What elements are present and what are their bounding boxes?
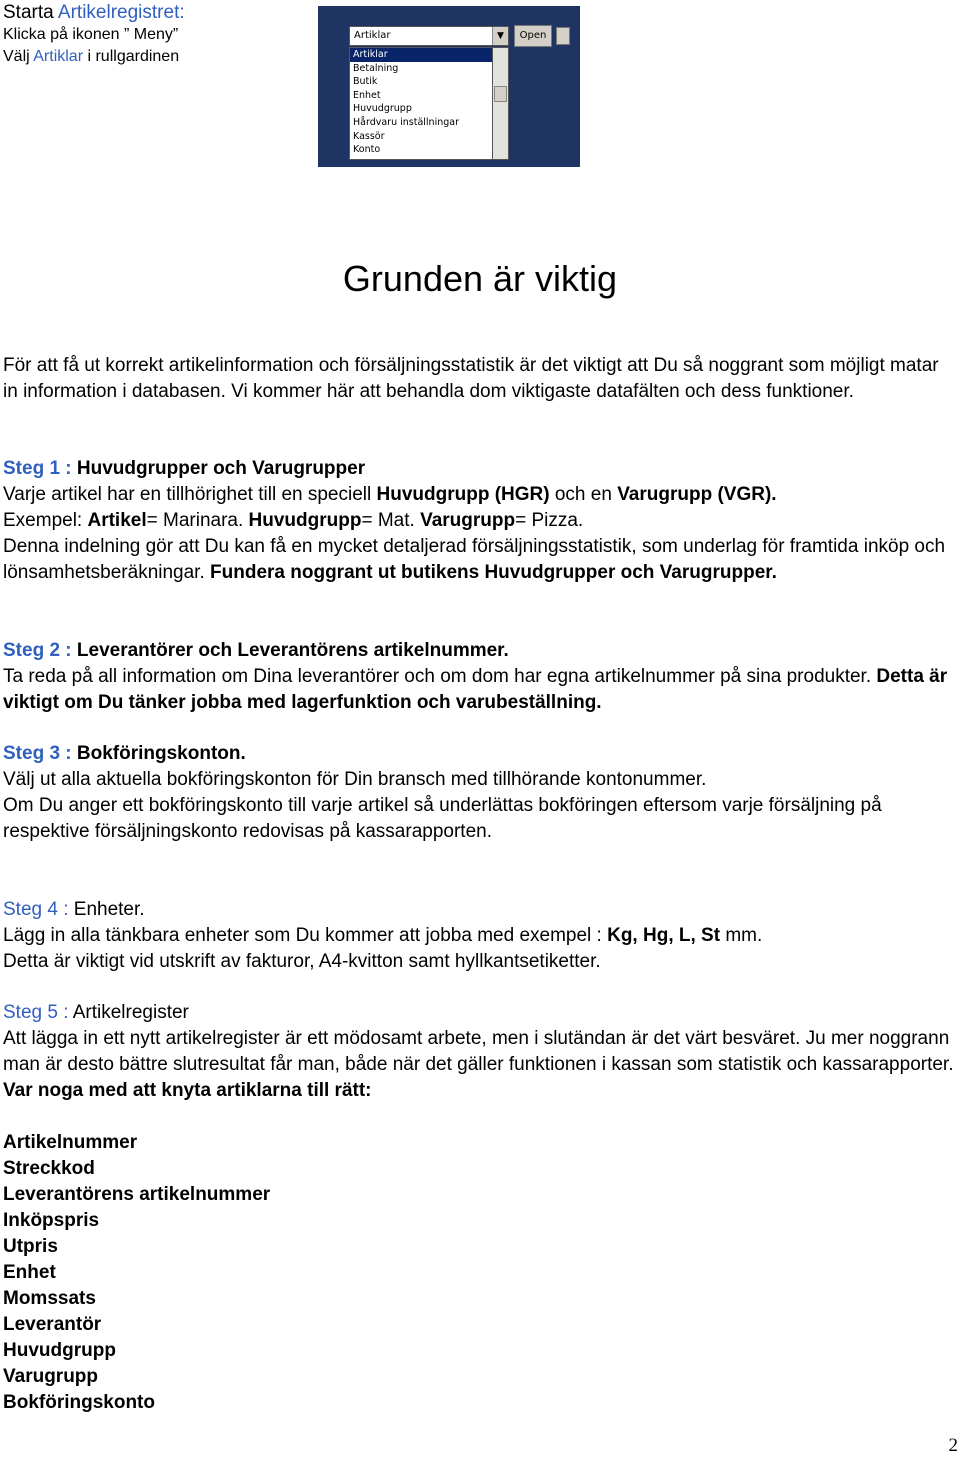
dropdown-item[interactable]: Konto [353,144,381,156]
field-list-item: Leverantörens artikelnummer [3,1184,271,1205]
intro-paragraph: För att få ut korrekt artikelinformation och försäljningsstatistik är det viktigt att Du så noggrant som möjligt matar in information i databasen. Vi kommer här att behandla dom viktigaste datafälten och dess funktioner. [3,355,939,402]
dropdown-item[interactable]: Betalning [353,62,399,74]
dropdown-scrollbar[interactable] [493,47,509,160]
field-list-item: Streckkod [3,1158,95,1179]
field-list-item: Artikelnummer [3,1132,138,1153]
field-list-item: Utpris [3,1236,58,1257]
menu-combo-box[interactable]: Artiklar ▼ [349,26,509,46]
field-list-item: Huvudgrupp [3,1340,116,1361]
page-title: Grunden är viktig [342,258,618,299]
intro-line-2: Klicka på ikonen ” Meny” [3,26,179,43]
intro-line-1: Starta Artikelregistret: [3,2,185,23]
steg-1-heading: Steg 1 : Huvudgrupper och Varugrupper [3,458,366,479]
steg-1-section: Steg 1 : Huvudgrupper och Varugrupper Varje artikel har en tillhörighet till en speciell Huvudgrupp (HGR) och en Varugrupp (VGR). Exempel: Artikel= Marinara. Huvudgrupp= Mat. Varugrupp= Pizza. Denna indelning gör att Du kan få en mycket detaljerad försäljningsstatistik, som underlag för framtida inköp och lönsamhetsberäkningar. Fundera noggrant ut butikens Huvudgrupper och Varugrupper. [3,456,958,586]
intro-block [3,2,185,68]
chevron-down-icon[interactable]: ▼ [492,27,508,45]
dropdown-item[interactable]: Butik [353,76,378,88]
steg-5-heading: Steg 5 : Artikelregister [3,1002,189,1023]
steg-2-section: Steg 2 : Leverantörer och Leverantörens artikelnummer. Ta reda på all information om Dina leverantörer och om dom har egna artikelnummer på sina produkter. Detta är viktigt om Du tänker jobba med lagerfunktion och varubeställning. [3,638,958,716]
steg-4-heading: Steg 4 : Enheter. [3,899,145,920]
menu-dropdown-list [349,47,493,160]
dropdown-item[interactable]: Kassör [353,130,385,142]
dropdown-item[interactable]: Enhet [353,89,381,101]
steg-5-section: Steg 5 : Artikelregister Att lägga in ett nytt artikelregister är ett mödosamt arbete, men i slutändan är det värt besväret. Ju mer noggrann man är desto bättre slutresultat får man, både när det gäller funktionen i kassan som statistik och kassarapporter. Var noga med att knyta artiklarna till rätt: [3,1000,958,1104]
field-list-item: Varugrupp [3,1366,99,1387]
field-list-item: Bokföringskonto [3,1392,155,1413]
field-list [3,1130,270,1416]
field-list-item: Momssats [3,1288,96,1309]
page-number: 2 [948,1435,958,1456]
menu-dropdown-screenshot [318,6,580,167]
field-list-item: Leverantör [3,1314,102,1335]
steg-3-section: Steg 3 : Bokföringskonton. Välj ut alla aktuella bokföringskonton för Din bransch med tillhörande kontonummer. Om Du anger ett bokföringskonto till varje artikel så underlättas bokföringen eftersom varje försäljning på respektive försäljningskonto redovisas på kassarapporten. [3,741,958,845]
field-list-item: Enhet [3,1262,56,1283]
dropdown-item[interactable]: Huvudgrupp [353,103,412,115]
artikelregistret-link: Artikelregistret: [57,2,185,23]
steg-4-section: Steg 4 : Enheter. Lägg in alla tänkbara enheter som Du kommer att jobba med exempel : Kg, Hg, L, St mm. Detta är viktigt vid utskrift av fakturor, A4-kvitton samt hyllkantsetiketter. [3,897,958,975]
open-button[interactable]: Open [514,25,552,47]
extra-button[interactable] [556,27,570,45]
dropdown-item[interactable]: Artiklar [350,48,492,62]
dropdown-item[interactable]: Hårdvaru inställningar [353,116,459,128]
steg-2-heading: Steg 2 : Leverantörer och Leverantörens artikelnummer. [3,640,509,661]
steg-3-heading: Steg 3 : Bokföringskonton. [3,743,246,764]
intro-line-3: Välj Artiklar i rullgardinen [3,48,180,65]
scrollbar-thumb[interactable] [494,86,507,102]
field-list-item: Inköpspris [3,1210,100,1231]
